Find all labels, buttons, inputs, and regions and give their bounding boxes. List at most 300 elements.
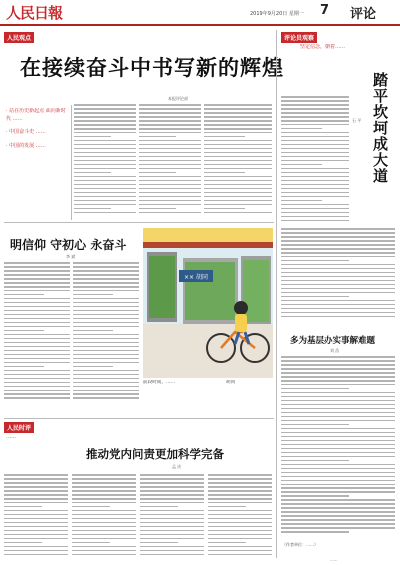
text-line (4, 502, 68, 504)
text-line (4, 266, 70, 268)
text-line (281, 495, 349, 497)
text-line (74, 184, 136, 186)
text-line (204, 200, 272, 202)
text-line (73, 350, 139, 352)
text-line (281, 260, 349, 262)
text-line (139, 128, 201, 130)
text-line (208, 554, 272, 556)
text-line (73, 306, 139, 308)
text-line (204, 172, 245, 174)
pull-quote-2: · 中国奋斗史 …… (6, 129, 46, 135)
text-line (73, 338, 139, 340)
text-line (4, 338, 70, 340)
text-line (204, 116, 272, 118)
cartoon-illustration (143, 228, 273, 378)
top-headline: 在接续奋斗中书写新的辉煌 (20, 56, 284, 80)
text-line (204, 176, 272, 178)
text-line (139, 144, 201, 146)
text-line (281, 244, 395, 246)
text-line (281, 192, 349, 194)
text-line (139, 156, 201, 158)
text-line (208, 502, 272, 504)
text-line (204, 144, 272, 146)
text-line (73, 346, 139, 348)
text-line (281, 416, 395, 418)
text-line (73, 266, 139, 268)
text-line (204, 140, 272, 142)
text-line (281, 460, 349, 462)
text-line (139, 184, 201, 186)
text-line (204, 104, 272, 106)
text-line (74, 168, 136, 170)
text-line (139, 160, 201, 162)
text-line (140, 506, 178, 508)
text-line (73, 314, 139, 316)
text-line (4, 290, 70, 292)
bottom-text-col-2 (72, 474, 136, 558)
text-line (139, 196, 201, 198)
text-line (281, 480, 395, 482)
text-line (4, 274, 70, 276)
text-line (281, 188, 349, 190)
text-line (4, 486, 68, 488)
text-line (73, 262, 139, 264)
section-title: 评论 (350, 7, 377, 22)
text-line (281, 96, 349, 98)
text-line (72, 534, 136, 536)
middle-text-col-1 (4, 262, 70, 402)
text-line (72, 542, 110, 544)
text-line (281, 424, 349, 426)
text-line (281, 172, 349, 174)
text-line (4, 322, 70, 324)
text-line (281, 531, 349, 533)
text-line (72, 506, 110, 508)
text-line (139, 204, 201, 206)
divider (71, 105, 72, 220)
text-line (281, 472, 395, 474)
text-line (4, 350, 70, 352)
text-line (4, 478, 68, 480)
text-line (281, 515, 395, 517)
text-line (208, 486, 272, 488)
text-line (204, 160, 272, 162)
text-line (73, 270, 139, 272)
text-line (281, 168, 349, 170)
text-line (140, 486, 204, 488)
right-top-byline: 石 平 (352, 118, 362, 123)
text-line (140, 522, 204, 524)
text-line (281, 432, 395, 434)
text-line (4, 366, 44, 368)
text-line (73, 326, 139, 328)
page-footer: …… (330, 557, 338, 562)
tag-renmin-guandian: 人民观点 (4, 32, 34, 43)
text-line (281, 368, 395, 370)
text-line (208, 546, 272, 548)
text-line (73, 374, 139, 376)
text-line (73, 362, 139, 364)
text-line (204, 132, 272, 134)
text-line (281, 356, 395, 358)
text-line (4, 550, 68, 552)
text-line (281, 440, 395, 442)
text-line (204, 164, 272, 166)
cartoon-poem-line: 胡同 (226, 380, 236, 385)
text-line (4, 334, 70, 336)
text-line (4, 518, 68, 520)
text-line (281, 436, 395, 438)
text-line (139, 104, 201, 106)
text-line (208, 490, 272, 492)
text-line (72, 486, 136, 488)
text-line (281, 176, 349, 178)
text-line (74, 132, 136, 134)
text-line (208, 534, 272, 536)
text-line (74, 208, 111, 210)
text-line (73, 330, 113, 332)
text-line (139, 180, 201, 182)
text-line (4, 326, 70, 328)
text-line (140, 474, 204, 476)
text-line (208, 474, 272, 476)
text-line (204, 156, 272, 158)
right-middle-text (281, 356, 395, 538)
text-line (139, 148, 201, 150)
text-line (74, 180, 136, 182)
text-line (74, 188, 136, 190)
text-line (73, 310, 139, 312)
text-line (73, 298, 139, 300)
text-line (73, 378, 139, 380)
tag-pinglunyuan-guancha: 评论员观察 (281, 32, 317, 43)
text-line (4, 498, 68, 500)
text-line (281, 184, 349, 186)
text-line (281, 304, 395, 306)
text-line (4, 538, 68, 540)
text-line (74, 128, 136, 130)
text-line (74, 176, 136, 178)
text-line (281, 240, 395, 242)
text-line (281, 476, 395, 478)
street-sign: ×× 胡同 (184, 274, 208, 281)
text-line (281, 156, 349, 158)
cartoon-caption: 前段时间，…… (143, 380, 176, 385)
text-line (208, 478, 272, 480)
text-line (73, 393, 139, 395)
text-line (4, 354, 70, 356)
right-middle-headline: 多为基层办实事解难题 (290, 336, 376, 346)
pull-quote-1: · 站在历史新起点 面向新时代 …… (6, 108, 66, 122)
text-line (204, 136, 245, 138)
top-text-col-3 (204, 104, 272, 218)
text-line (281, 212, 349, 214)
text-line (281, 256, 395, 258)
masthead (0, 0, 400, 26)
text-line (281, 148, 349, 150)
text-line (139, 168, 201, 170)
text-line (4, 306, 70, 308)
text-line (140, 482, 204, 484)
text-line (4, 490, 68, 492)
text-line (208, 494, 272, 496)
text-line (73, 354, 139, 356)
text-line (73, 278, 139, 280)
text-line (4, 530, 68, 532)
text-line (72, 526, 136, 528)
text-line (281, 164, 322, 166)
text-line (281, 220, 349, 222)
text-line (281, 364, 395, 366)
text-line (281, 108, 349, 110)
text-line (73, 318, 139, 320)
text-line (73, 390, 139, 392)
text-line (208, 518, 272, 520)
text-line (281, 396, 395, 398)
text-line (73, 274, 139, 276)
text-line (281, 264, 395, 266)
text-line (72, 482, 136, 484)
text-line (73, 294, 113, 296)
text-line (140, 490, 204, 492)
right-top-pull: 坚定信念，朝着…… (300, 44, 346, 50)
text-line (140, 546, 204, 548)
text-line (281, 124, 349, 126)
text-line (4, 370, 70, 372)
bottom-left-pull: …… (6, 434, 16, 440)
text-line (281, 316, 395, 318)
text-line (208, 550, 272, 552)
text-line (204, 192, 272, 194)
text-line (281, 456, 395, 458)
text-line (73, 302, 139, 304)
text-line (204, 188, 272, 190)
text-line (72, 522, 136, 524)
hutong-bicycle-illustration (143, 228, 273, 378)
text-line (4, 378, 70, 380)
text-line (281, 120, 349, 122)
newspaper-logo: 人民日報 (6, 4, 63, 22)
text-line (73, 370, 139, 372)
text-line (72, 498, 136, 500)
text-line (74, 152, 136, 154)
text-line (4, 494, 68, 496)
text-line (4, 382, 70, 384)
text-line (281, 252, 395, 254)
text-line (4, 393, 70, 395)
text-line (72, 510, 136, 512)
middle-headline: 明信仰 守初心 永奋斗 (10, 238, 127, 252)
text-line (281, 180, 349, 182)
text-line (139, 212, 201, 214)
text-line (281, 376, 395, 378)
text-line (74, 192, 136, 194)
text-line (73, 282, 139, 284)
text-line (139, 172, 176, 174)
text-line (281, 404, 395, 406)
text-line (281, 360, 395, 362)
text-line (4, 298, 70, 300)
text-line (74, 136, 111, 138)
text-line (4, 522, 68, 524)
text-line (4, 546, 68, 548)
text-line (4, 510, 68, 512)
text-line (4, 397, 70, 399)
text-line (281, 116, 349, 118)
text-line (73, 397, 139, 399)
text-line (139, 188, 201, 190)
text-line (281, 491, 395, 493)
right-top-text-1 (281, 96, 349, 224)
divider (276, 30, 277, 558)
text-line (72, 538, 136, 540)
text-line (74, 124, 136, 126)
text-line (74, 120, 136, 122)
text-line (72, 502, 136, 504)
text-line (73, 342, 139, 344)
text-line (4, 362, 70, 364)
cartoon-poem (226, 380, 274, 414)
text-line (72, 494, 136, 496)
text-line (73, 358, 139, 360)
text-line (204, 112, 272, 114)
text-line (74, 212, 136, 214)
text-line (73, 382, 139, 384)
pull-quote-3: · 中国的发展 …… (6, 142, 46, 149)
text-line (281, 292, 395, 294)
text-line (139, 120, 201, 122)
middle-byline: 李 斌 (66, 254, 76, 259)
text-line (72, 550, 136, 552)
text-line (204, 148, 272, 150)
text-line (281, 484, 395, 486)
text-line (4, 474, 68, 476)
text-line (4, 286, 70, 288)
top-byline: 本报评论部 (168, 96, 188, 101)
bottom-text-col-3 (140, 474, 204, 558)
text-line (139, 152, 201, 154)
text-line (140, 538, 204, 540)
text-line (4, 534, 68, 536)
text-line (281, 412, 395, 414)
text-line (281, 444, 395, 446)
text-line (139, 208, 176, 210)
text-line (281, 464, 395, 466)
text-line (208, 506, 246, 508)
text-line (281, 388, 349, 390)
text-line (4, 514, 68, 516)
text-line (73, 334, 139, 336)
text-line (281, 276, 395, 278)
middle-text-col-2 (73, 262, 139, 402)
text-line (4, 278, 70, 280)
text-line (4, 526, 68, 528)
text-line (74, 196, 136, 198)
text-line (208, 498, 272, 500)
text-line (139, 176, 201, 178)
text-line (74, 148, 136, 150)
text-line (140, 526, 204, 528)
text-line (139, 124, 201, 126)
text-line (281, 228, 395, 230)
text-line (281, 448, 395, 450)
text-line (4, 506, 42, 508)
text-line (281, 288, 395, 290)
text-line (208, 530, 272, 532)
text-line (281, 296, 349, 298)
bottom-text-col-4 (208, 474, 272, 558)
text-line (281, 499, 395, 501)
text-line (73, 386, 139, 388)
text-line (281, 236, 395, 238)
text-line (4, 374, 70, 376)
text-line (204, 120, 272, 122)
text-line (4, 542, 42, 544)
text-line (72, 518, 136, 520)
text-line (140, 534, 204, 536)
text-line (139, 112, 201, 114)
text-line (204, 168, 272, 170)
text-line (281, 248, 395, 250)
text-line (281, 452, 395, 454)
text-line (281, 280, 395, 282)
text-line (140, 518, 204, 520)
text-line (140, 554, 204, 556)
text-line (281, 112, 349, 114)
text-line (4, 482, 68, 484)
text-line (208, 542, 246, 544)
text-line (140, 530, 204, 532)
text-line (208, 522, 272, 524)
text-line (4, 342, 70, 344)
text-line (72, 546, 136, 548)
text-line (72, 530, 136, 532)
text-line (281, 284, 395, 286)
text-line (281, 204, 349, 206)
text-line (140, 550, 204, 552)
text-line (140, 502, 204, 504)
text-line (4, 310, 70, 312)
text-line (140, 510, 204, 512)
text-line (281, 392, 395, 394)
text-line (281, 160, 349, 162)
text-line (281, 136, 349, 138)
text-line (72, 554, 136, 556)
text-line (139, 132, 201, 134)
text-line (139, 164, 201, 166)
right-middle-byline: 刘 浩 (330, 348, 340, 353)
text-line (281, 384, 395, 386)
text-line (281, 527, 395, 529)
text-line (281, 523, 395, 525)
text-line (208, 514, 272, 516)
text-line (140, 514, 204, 516)
text-line (140, 542, 178, 544)
text-line (74, 172, 111, 174)
text-line (72, 474, 136, 476)
text-line (4, 294, 44, 296)
text-line (74, 116, 136, 118)
text-line (281, 312, 395, 314)
text-line (281, 128, 322, 130)
text-line (204, 152, 272, 154)
text-line (208, 482, 272, 484)
text-line (4, 358, 70, 360)
text-line (4, 282, 70, 284)
text-line (73, 322, 139, 324)
text-line (4, 330, 44, 332)
text-line (281, 308, 395, 310)
